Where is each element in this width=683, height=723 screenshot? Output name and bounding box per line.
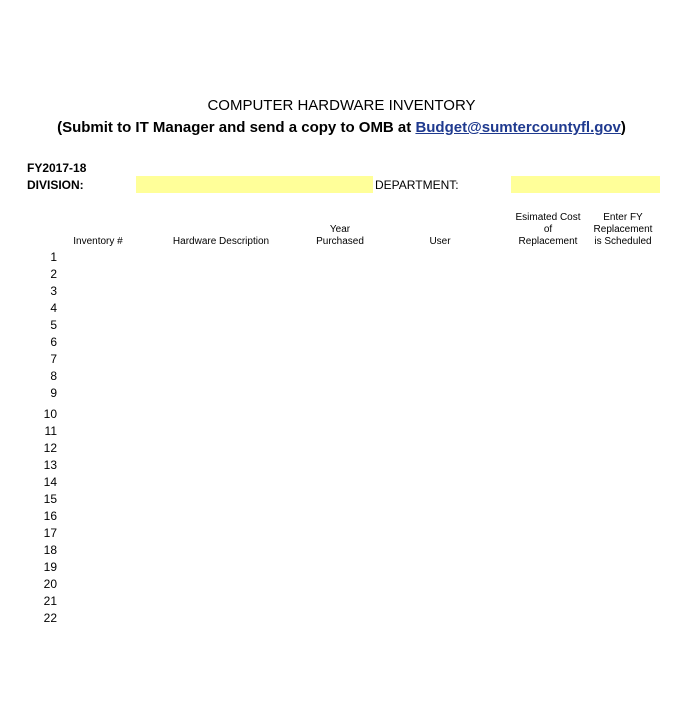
row-number: 3 bbox=[50, 284, 57, 298]
department-label: DEPARTMENT: bbox=[375, 178, 459, 192]
row-number: 13 bbox=[43, 458, 57, 472]
row-number: 18 bbox=[43, 543, 57, 557]
row-number: 16 bbox=[43, 509, 57, 523]
row-number: 15 bbox=[43, 492, 57, 506]
row-number: 2 bbox=[50, 267, 57, 281]
column-header-cost-line: of bbox=[543, 224, 553, 235]
division-label: DIVISION: bbox=[27, 178, 84, 192]
row-number: 20 bbox=[43, 577, 57, 591]
subtitle-suffix: ) bbox=[620, 119, 626, 136]
row-number: 6 bbox=[50, 335, 57, 349]
row-number: 22 bbox=[43, 611, 57, 625]
row-number: 9 bbox=[50, 386, 57, 400]
column-header-cost bbox=[508, 212, 588, 248]
column-header-year-line: Purchased bbox=[316, 236, 364, 247]
row-number: 19 bbox=[43, 560, 57, 574]
column-header-cost-line: Esimated Cost bbox=[515, 212, 581, 223]
row-number: 11 bbox=[44, 424, 57, 438]
column-header-fy-line: Replacement bbox=[593, 224, 653, 235]
column-header-cost-line: Replacement bbox=[518, 236, 578, 247]
column-header-fy bbox=[584, 212, 662, 248]
column-header-fy-line: is Scheduled bbox=[594, 236, 652, 247]
row-number: 14 bbox=[43, 475, 57, 489]
column-header-description: Hardware Description bbox=[172, 236, 270, 247]
row-number: 4 bbox=[50, 301, 57, 315]
column-header-fy-line: Enter FY bbox=[603, 212, 643, 223]
row-number: 12 bbox=[43, 441, 57, 455]
page-subtitle bbox=[0, 119, 683, 137]
row-number: 10 bbox=[43, 407, 57, 421]
division-input[interactable] bbox=[136, 176, 373, 193]
row-number: 1 bbox=[50, 250, 57, 264]
row-number: 7 bbox=[50, 352, 57, 366]
department-input[interactable] bbox=[511, 176, 660, 193]
row-number: 8 bbox=[50, 369, 57, 383]
column-header-inventory: Inventory # bbox=[73, 236, 123, 247]
budget-email-link[interactable]: Budget@sumtercountyfl.gov bbox=[415, 119, 621, 136]
row-number: 5 bbox=[50, 318, 57, 332]
column-header-year bbox=[300, 224, 380, 248]
column-header-year-line: Year bbox=[329, 224, 351, 235]
row-number: 21 bbox=[43, 594, 57, 608]
fiscal-year-label: FY2017-18 bbox=[27, 161, 87, 175]
row-number: 17 bbox=[43, 526, 57, 540]
subtitle-prefix: (Submit to IT Manager and send a copy to OMB at bbox=[57, 119, 416, 136]
page-title: COMPUTER HARDWARE INVENTORY bbox=[207, 97, 476, 114]
column-header-user: User bbox=[429, 236, 451, 247]
